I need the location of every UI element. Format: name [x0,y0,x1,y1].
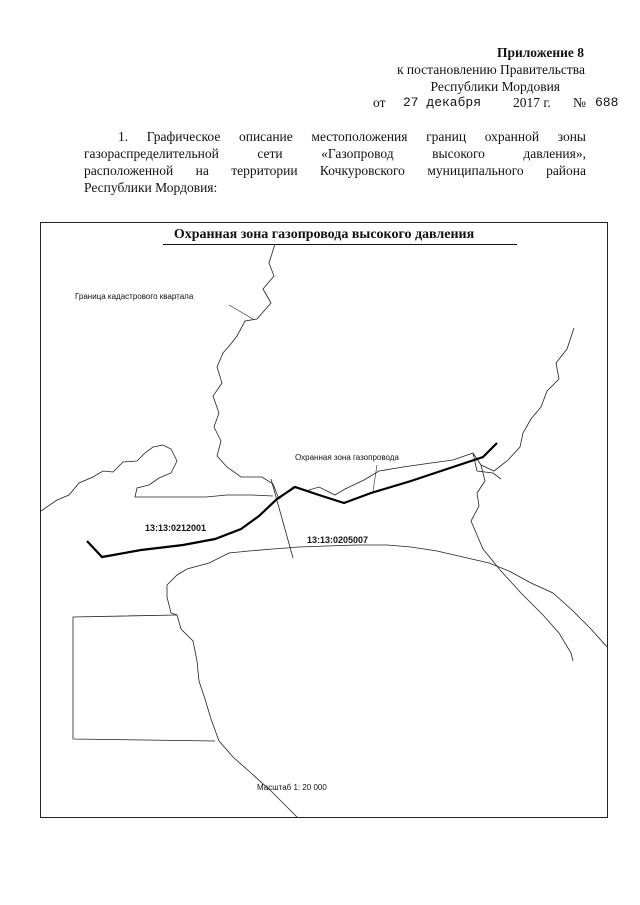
map-frame [40,222,608,818]
paragraph-line: Республики Мордовия: [84,180,218,195]
gas-pipeline [87,443,497,557]
protection-zone-label: Охранная зона газопровода [295,453,399,462]
number-prefix: № [573,95,586,110]
leader-line-zone [373,465,377,491]
cadastral-map [41,223,607,817]
cadastral-boundary-label: Граница кадастрового квартала [75,292,194,301]
paragraph-line: газораспределительной сети «Газопровод высокого давления», [84,146,586,161]
boundary-line-west [41,445,273,511]
boundary-line-southwest [73,615,215,741]
leader-line-boundary [229,305,253,319]
boundary-line-south [167,545,607,817]
date-prefix: от [373,95,386,110]
scale-label: Масштаб 1: 20 000 [257,783,327,792]
parcel-label-west: 13:13:0212001 [145,523,207,533]
boundary-line-east [471,465,573,661]
decree-reference: к постановлению Правительства [396,62,585,77]
parcel-label-east: 13:13:0205007 [307,535,369,545]
decree-year: 2017 г. [513,95,551,110]
boundary-line-south-east [473,453,501,479]
decree-number: 688 [595,95,619,110]
paragraph-line: расположенной на территории Кочкуровского муниципального района [84,163,586,178]
appendix-title: Приложение 8 [496,45,584,60]
decree-date: 27 декабря [403,95,482,110]
map-title: Охранная зона газопровода высокого давления [173,227,475,242]
republic-name: Республики Мордовия [430,79,560,94]
description-paragraph [84,128,586,196]
paragraph-line: 1. Графическое описание местоположения границ охранной зоны [118,129,586,144]
